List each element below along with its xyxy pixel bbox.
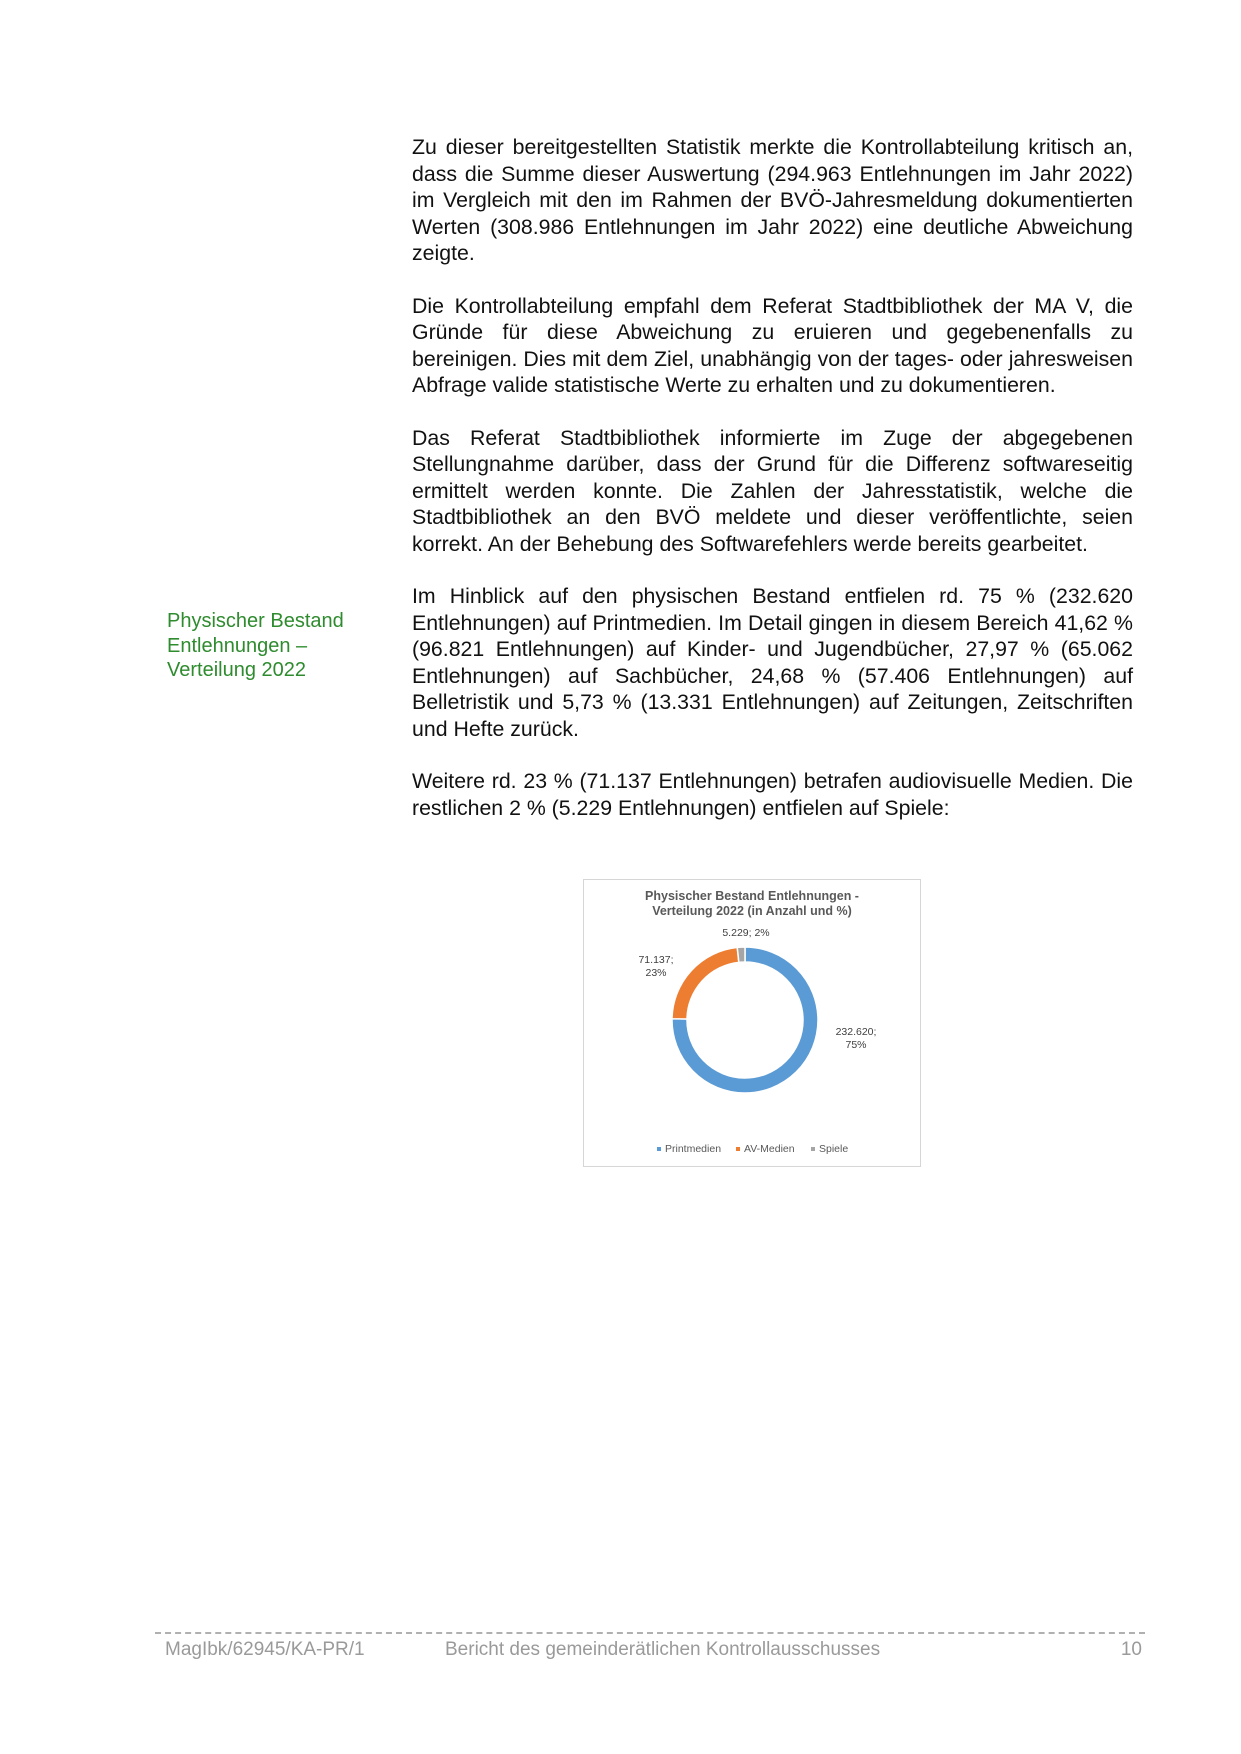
margin-note-line-3: Verteilung 2022 — [167, 659, 307, 681]
footer-divider — [155, 1632, 1145, 1634]
doughnut-chart — [583, 879, 921, 1167]
legend-marker-av-medien — [736, 1147, 740, 1151]
slice-av-medien — [672, 947, 739, 1019]
legend-label-spiele: Spiele — [819, 1143, 849, 1155]
data-label-av-medien-value: 71.137; — [638, 954, 674, 966]
legend-marker-printmedien — [657, 1147, 661, 1151]
chart-title-line-1: Physischer Bestand Entlehnungen - — [645, 889, 859, 903]
paragraph-5: Weitere rd. 23 % (71.137 Entlehnungen) betrafen audiovisuelle Medien. Die restlichen 2 % (5.229 Entlehnungen) entfielen auf Spiele: — [412, 769, 1133, 820]
chart-title-line-2: Verteilung 2022 (in Anzahl und %) — [652, 904, 852, 918]
paragraph-1: Zu dieser bereitgestellten Statistik merkte die Kontrollabteilung kritisch an, dass die Summe dieser Auswertung (294.963 Entlehnungen im Jahr 2022) im Vergleich mit den im Rahmen der BVÖ-Jahresmeldung dokumentierten Werten (308.986 Entlehnungen im Jahr 2022) eine deutliche Abweichung zeigte. — [412, 135, 1133, 265]
paragraph-3: Das Referat Stadtbibliothek informierte im Zuge der abgegebenen Stellungnahme darüber, dass der Grund für die Differenz softwareseitig ermittelt werden konnte. Die Zahlen der Jahresstatistik, welche die Stadtbibliothek an den BVÖ meldete und dieser veröffentlichte, seien korrekt. An der Behebung des Softwarefehlers werde bereits gearbeitet. — [412, 425, 1133, 556]
chart-svg — [584, 880, 920, 1166]
paragraph-4: Im Hinblick auf den physischen Bestand entfielen rd. 75 % (232.620 Entlehnungen) auf Printmedien. Im Detail gingen in diesem Bereich 41,62 % (96.821 Entlehnungen) auf Kinder- und Jugendbücher, 27,97 % (65.062 Entlehnungen) auf Sachbücher, 24,68 % (57.406 Entlehnungen) auf Belletristik und 5,73 % (13.331 Entlehnungen) auf Zeitungen, Zeitschriften und Hefte zurück. — [412, 584, 1133, 741]
paragraph-2: Die Kontrollabteilung empfahl dem Referat Stadtbibliothek der MA V, die Gründe für diese Abweichung zu eruieren und gegebenenfalls zu bereinigen. Dies mit dem Ziel, unabhängig von der tages- oder jahresweisen Abfrage valide statistische Werte zu erhalten und zu dokumentieren. — [412, 293, 1133, 397]
chart-legend — [657, 1143, 848, 1155]
chart-slices — [672, 947, 818, 1093]
legend-label-printmedien: Printmedien — [665, 1143, 722, 1155]
margin-note — [167, 609, 397, 683]
footer-reference: MagIbk/62945/KA-PR/1 — [165, 1639, 365, 1660]
margin-note-line-2: Entlehnungen – — [167, 634, 308, 657]
footer-title: Bericht des gemeinderätlichen Kontrollausschusses — [445, 1639, 881, 1660]
data-label-av-medien-percent: 23% — [645, 967, 667, 979]
data-label-spiele: 5.229; 2% — [722, 927, 770, 939]
page-number: 10 — [1120, 1639, 1142, 1660]
legend-label-av-medien: AV-Medien — [744, 1143, 795, 1155]
data-label-printmedien-percent: 75% — [845, 1039, 867, 1051]
body-text — [412, 134, 1133, 847]
legend-marker-spiele — [811, 1147, 815, 1151]
data-label-printmedien-value: 232.620; — [835, 1026, 877, 1038]
margin-note-line-1: Physischer Bestand — [167, 610, 344, 632]
slice-spiele — [737, 947, 745, 962]
